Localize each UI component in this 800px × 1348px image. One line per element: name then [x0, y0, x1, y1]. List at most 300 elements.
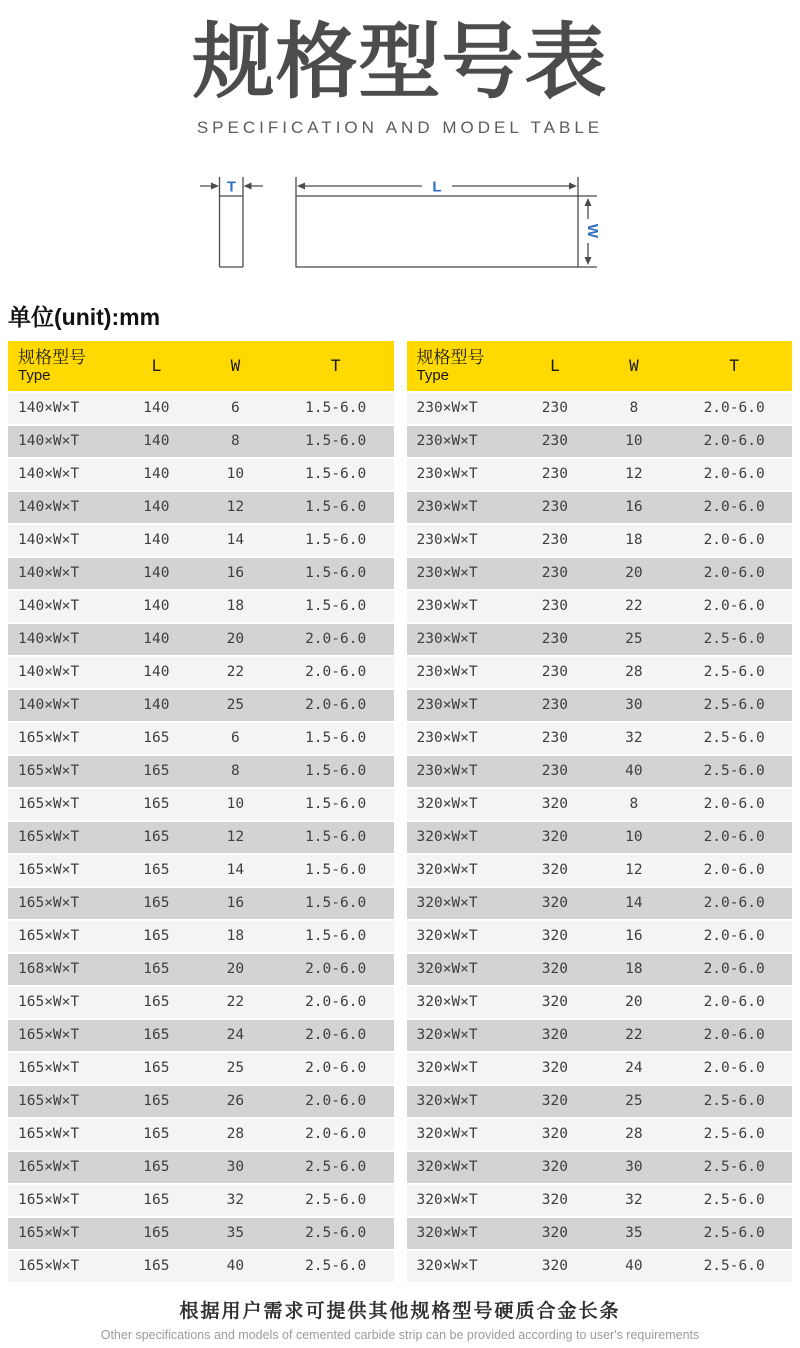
w-cell: 32 — [625, 730, 643, 747]
type-cell: 165×W×T — [18, 763, 80, 780]
l-cell: 165 — [143, 1027, 170, 1044]
w-cell: 40 — [226, 1258, 245, 1275]
t-cell: 2.0-6.0 — [703, 400, 765, 417]
table-row — [8, 1185, 394, 1216]
l-cell: 230 — [541, 433, 568, 450]
type-cell: 165×W×T — [18, 1027, 80, 1044]
w-cell: 20 — [226, 961, 245, 978]
length-dimension-label: L — [432, 178, 442, 196]
t-cell: 2.5-6.0 — [305, 1225, 367, 1242]
t-cell: 2.5-6.0 — [305, 1192, 367, 1209]
table-row — [407, 789, 793, 820]
table-row — [8, 888, 394, 919]
l-cell: 320 — [541, 1192, 568, 1209]
page-title: 规格型号表 — [192, 17, 608, 108]
w-cell: 8 — [629, 400, 639, 417]
type-cell: 165×W×T — [18, 1126, 80, 1143]
t-cell: 2.5-6.0 — [703, 730, 765, 747]
w-cell: 18 — [226, 598, 245, 615]
type-cell: 140×W×T — [18, 598, 80, 615]
t-cell: 2.5-6.0 — [305, 1159, 367, 1176]
table-row — [407, 756, 793, 787]
type-cell: 165×W×T — [18, 1060, 80, 1077]
l-cell: 165 — [143, 1093, 170, 1110]
t-cell: 2.0-6.0 — [703, 1060, 765, 1077]
type-cell: 320×W×T — [416, 796, 478, 813]
l-cell: 320 — [541, 1126, 568, 1143]
arrowhead-right-icon — [211, 182, 219, 189]
table-row — [8, 426, 394, 457]
table-row — [8, 1152, 394, 1183]
type-cell: 230×W×T — [416, 598, 478, 615]
type-cell: 320×W×T — [416, 1159, 478, 1176]
l-cell: 140 — [143, 697, 170, 714]
l-cell: 320 — [541, 895, 568, 912]
w-cell: 28 — [625, 1126, 643, 1143]
table-row — [8, 921, 394, 952]
table-row — [407, 723, 793, 754]
footer-note-cn: 根据用户需求可提供其他规格型号硬质合金长条 — [179, 1300, 621, 1322]
t-cell: 1.5-6.0 — [305, 433, 367, 450]
arrowhead-left-icon — [297, 182, 305, 189]
t-cell: 2.0-6.0 — [305, 1126, 367, 1143]
table-row — [407, 1152, 793, 1183]
w-cell: 22 — [625, 598, 643, 615]
w-cell: 18 — [625, 532, 643, 549]
type-cell: 165×W×T — [18, 895, 80, 912]
width-column-header: W — [629, 356, 639, 376]
type-cell: 320×W×T — [416, 862, 478, 879]
l-cell: 165 — [143, 961, 170, 978]
type-header-cn: 规格型号 — [18, 347, 86, 367]
l-cell: 320 — [541, 1060, 568, 1077]
table-row — [8, 393, 394, 424]
w-cell: 14 — [226, 532, 245, 549]
l-cell: 230 — [541, 598, 568, 615]
type-cell: 165×W×T — [18, 829, 80, 846]
l-cell: 230 — [541, 400, 568, 417]
table-row — [8, 558, 394, 589]
type-cell: 230×W×T — [416, 466, 478, 483]
t-cell: 2.0-6.0 — [305, 631, 367, 648]
w-cell: 10 — [226, 466, 245, 483]
type-cell: 165×W×T — [18, 730, 80, 747]
l-cell: 230 — [541, 499, 568, 516]
table-row — [8, 657, 394, 688]
table-header — [407, 341, 793, 391]
type-cell: 140×W×T — [18, 400, 80, 417]
table-row — [8, 624, 394, 655]
t-cell: 2.5-6.0 — [703, 1159, 765, 1176]
t-cell: 2.0-6.0 — [305, 1093, 367, 1110]
unit-label: 单位(unit):mm — [8, 303, 161, 330]
w-cell: 30 — [625, 1159, 643, 1176]
type-cell: 165×W×T — [18, 796, 80, 813]
t-cell: 1.5-6.0 — [305, 763, 367, 780]
table-row — [407, 855, 793, 886]
t-cell: 2.0-6.0 — [305, 961, 367, 978]
t-cell: 2.0-6.0 — [703, 565, 765, 582]
type-cell: 140×W×T — [18, 499, 80, 516]
dimension-diagram — [190, 162, 610, 287]
table-row — [8, 723, 394, 754]
l-cell: 140 — [143, 466, 170, 483]
t-cell: 1.5-6.0 — [305, 829, 367, 846]
type-cell: 230×W×T — [416, 664, 478, 681]
w-cell: 16 — [226, 565, 245, 582]
l-cell: 165 — [143, 862, 170, 879]
type-cell: 168×W×T — [18, 961, 80, 978]
t-cell: 2.5-6.0 — [703, 697, 765, 714]
arrowhead-down-icon — [585, 257, 592, 265]
t-cell: 2.5-6.0 — [703, 631, 765, 648]
arrowhead-right-icon — [569, 182, 577, 189]
w-cell: 18 — [625, 961, 643, 978]
table-row — [8, 1020, 394, 1051]
l-cell: 165 — [143, 796, 170, 813]
type-cell: 165×W×T — [18, 862, 80, 879]
w-cell: 10 — [625, 829, 643, 846]
w-cell: 8 — [231, 763, 240, 780]
strip-dimension-drawing — [190, 162, 610, 287]
table-row — [8, 789, 394, 820]
l-cell: 230 — [541, 565, 568, 582]
table-row — [407, 1251, 793, 1282]
type-cell: 230×W×T — [416, 697, 478, 714]
t-cell: 2.5-6.0 — [703, 1225, 765, 1242]
t-cell: 2.0-6.0 — [703, 895, 765, 912]
type-cell: 320×W×T — [416, 1126, 478, 1143]
type-cell: 320×W×T — [416, 1225, 478, 1242]
w-cell: 22 — [625, 1027, 643, 1044]
t-cell: 2.0-6.0 — [305, 994, 367, 1011]
table-row — [407, 591, 793, 622]
type-cell: 140×W×T — [18, 466, 80, 483]
type-cell: 140×W×T — [18, 433, 80, 450]
l-cell: 230 — [541, 466, 568, 483]
table-row — [407, 657, 793, 688]
l-cell: 165 — [143, 994, 170, 1011]
w-cell: 35 — [226, 1225, 245, 1242]
type-cell: 320×W×T — [416, 928, 478, 945]
type-header-en: Type — [18, 367, 51, 385]
l-cell: 140 — [143, 433, 170, 450]
type-cell: 230×W×T — [416, 631, 478, 648]
table-row — [8, 1251, 394, 1282]
w-cell: 12 — [625, 862, 643, 879]
l-cell: 165 — [143, 829, 170, 846]
w-cell: 28 — [625, 664, 643, 681]
w-cell: 12 — [226, 499, 245, 516]
l-cell: 320 — [541, 994, 568, 1011]
table-header — [8, 341, 394, 391]
t-cell: 2.0-6.0 — [703, 499, 765, 516]
table-row — [407, 459, 793, 490]
l-cell: 140 — [143, 400, 170, 417]
t-cell: 2.0-6.0 — [305, 1027, 367, 1044]
l-cell: 165 — [143, 1126, 170, 1143]
w-cell: 30 — [625, 697, 643, 714]
footer-note-en: Other specifications and models of cemented carbide strip can be provided according to user's requirements — [100, 1327, 700, 1342]
t-cell: 2.0-6.0 — [703, 928, 765, 945]
l-cell: 140 — [143, 565, 170, 582]
type-header-cn: 规格型号 — [416, 347, 485, 367]
type-cell: 230×W×T — [416, 565, 478, 582]
thickness-column-header: T — [330, 356, 341, 376]
l-cell: 320 — [541, 1225, 568, 1242]
l-cell: 165 — [143, 730, 170, 747]
t-cell: 2.0-6.0 — [703, 994, 765, 1011]
table-row — [407, 558, 793, 589]
length-column-header: L — [550, 356, 560, 376]
type-cell: 320×W×T — [416, 961, 478, 978]
t-cell: 1.5-6.0 — [305, 499, 367, 516]
t-cell: 2.0-6.0 — [703, 961, 765, 978]
t-cell: 1.5-6.0 — [305, 730, 367, 747]
type-cell: 320×W×T — [416, 1027, 478, 1044]
t-cell: 2.0-6.0 — [703, 796, 765, 813]
w-cell: 25 — [625, 1093, 643, 1110]
t-cell: 2.0-6.0 — [703, 532, 765, 549]
type-cell: 320×W×T — [416, 829, 478, 846]
type-header-en: Type — [416, 367, 450, 385]
w-cell: 8 — [231, 433, 240, 450]
width-column-header: W — [230, 356, 241, 376]
spec-table-right-body — [407, 393, 793, 1282]
table-row — [407, 393, 793, 424]
t-cell: 1.5-6.0 — [305, 598, 367, 615]
t-cell: 2.5-6.0 — [305, 1258, 367, 1275]
table-row — [8, 459, 394, 490]
type-column-header — [407, 348, 519, 385]
l-cell: 165 — [143, 1225, 170, 1242]
l-cell: 230 — [541, 664, 568, 681]
w-cell: 22 — [226, 664, 245, 681]
l-cell: 165 — [143, 1258, 170, 1275]
type-cell: 320×W×T — [416, 1060, 478, 1077]
table-row — [407, 987, 793, 1018]
table-row — [8, 525, 394, 556]
l-cell: 165 — [143, 1159, 170, 1176]
type-cell: 165×W×T — [18, 1192, 80, 1209]
thickness-column-header: T — [729, 356, 739, 376]
table-row — [407, 1020, 793, 1051]
type-cell: 165×W×T — [18, 1159, 80, 1176]
table-row — [407, 624, 793, 655]
type-cell: 165×W×T — [18, 994, 80, 1011]
table-row — [8, 690, 394, 721]
w-cell: 12 — [625, 466, 643, 483]
type-cell: 140×W×T — [18, 697, 80, 714]
w-cell: 26 — [226, 1093, 245, 1110]
arrowhead-up-icon — [585, 198, 592, 206]
l-cell: 320 — [541, 928, 568, 945]
type-cell: 230×W×T — [416, 499, 478, 516]
w-cell: 20 — [625, 565, 643, 582]
table-row — [8, 1119, 394, 1150]
t-cell: 2.5-6.0 — [703, 1126, 765, 1143]
w-cell: 14 — [226, 862, 245, 879]
width-dimension-label: W — [584, 223, 601, 238]
t-cell: 1.5-6.0 — [305, 895, 367, 912]
t-cell: 2.0-6.0 — [305, 664, 367, 681]
w-cell: 10 — [625, 433, 643, 450]
table-row — [407, 888, 793, 919]
table-row — [8, 954, 394, 985]
t-cell: 2.0-6.0 — [703, 862, 765, 879]
l-cell: 320 — [541, 829, 568, 846]
table-row — [8, 1053, 394, 1084]
l-cell: 320 — [541, 1258, 568, 1275]
t-cell: 2.5-6.0 — [703, 1258, 765, 1275]
t-cell: 1.5-6.0 — [305, 796, 367, 813]
type-cell: 230×W×T — [416, 730, 478, 747]
t-cell: 1.5-6.0 — [305, 466, 367, 483]
w-cell: 40 — [625, 1258, 643, 1275]
t-cell: 1.5-6.0 — [305, 400, 367, 417]
table-row — [8, 822, 394, 853]
t-cell: 2.5-6.0 — [703, 763, 765, 780]
w-cell: 24 — [625, 1060, 643, 1077]
w-cell: 20 — [226, 631, 245, 648]
type-cell: 140×W×T — [18, 565, 80, 582]
l-cell: 320 — [541, 796, 568, 813]
type-cell: 320×W×T — [416, 895, 478, 912]
t-cell: 2.0-6.0 — [703, 598, 765, 615]
w-cell: 18 — [226, 928, 245, 945]
table-row — [8, 1086, 394, 1117]
l-cell: 165 — [143, 895, 170, 912]
table-row — [407, 1218, 793, 1249]
table-row — [407, 525, 793, 556]
t-cell: 2.5-6.0 — [703, 664, 765, 681]
table-row — [8, 591, 394, 622]
table-row — [407, 1053, 793, 1084]
w-cell: 24 — [226, 1027, 245, 1044]
l-cell: 230 — [541, 730, 568, 747]
t-cell: 2.0-6.0 — [703, 829, 765, 846]
type-cell: 140×W×T — [18, 664, 80, 681]
l-cell: 320 — [541, 1159, 568, 1176]
page-subtitle: SPECIFICATION AND MODEL TABLE — [196, 117, 604, 137]
w-cell: 32 — [625, 1192, 643, 1209]
t-cell: 2.0-6.0 — [305, 697, 367, 714]
t-cell: 1.5-6.0 — [305, 928, 367, 945]
w-cell: 8 — [629, 796, 639, 813]
w-cell: 25 — [226, 697, 245, 714]
t-cell: 2.5-6.0 — [703, 1093, 765, 1110]
type-cell: 140×W×T — [18, 631, 80, 648]
table-row — [8, 756, 394, 787]
w-cell: 16 — [226, 895, 245, 912]
table-row — [407, 822, 793, 853]
type-cell: 230×W×T — [416, 532, 478, 549]
l-cell: 140 — [143, 631, 170, 648]
table-row — [407, 954, 793, 985]
w-cell: 16 — [625, 928, 643, 945]
type-cell: 165×W×T — [18, 928, 80, 945]
type-cell: 165×W×T — [18, 1093, 80, 1110]
l-cell: 140 — [143, 499, 170, 516]
table-row — [407, 1086, 793, 1117]
l-cell: 140 — [143, 598, 170, 615]
w-cell: 32 — [226, 1192, 245, 1209]
l-cell: 165 — [143, 1192, 170, 1209]
table-row — [8, 987, 394, 1018]
w-cell: 6 — [231, 400, 240, 417]
w-cell: 20 — [625, 994, 643, 1011]
l-cell: 165 — [143, 1060, 170, 1077]
type-cell: 165×W×T — [18, 1225, 80, 1242]
l-cell: 230 — [541, 697, 568, 714]
w-cell: 25 — [625, 631, 643, 648]
table-row — [407, 921, 793, 952]
table-row — [8, 855, 394, 886]
type-cell: 230×W×T — [416, 763, 478, 780]
type-cell: 165×W×T — [18, 1258, 80, 1275]
t-cell: 2.0-6.0 — [305, 1060, 367, 1077]
type-column-header — [8, 348, 120, 385]
l-cell: 320 — [541, 1027, 568, 1044]
w-cell: 30 — [226, 1159, 245, 1176]
w-cell: 25 — [226, 1060, 245, 1077]
t-cell: 2.5-6.0 — [703, 1192, 765, 1209]
spec-tables — [0, 341, 800, 1282]
table-row — [8, 492, 394, 523]
type-cell: 230×W×T — [416, 433, 478, 450]
t-cell: 2.0-6.0 — [703, 1027, 765, 1044]
l-cell: 230 — [541, 532, 568, 549]
w-cell: 6 — [231, 730, 240, 747]
t-cell: 2.0-6.0 — [703, 433, 765, 450]
w-cell: 35 — [625, 1225, 643, 1242]
type-cell: 320×W×T — [416, 994, 478, 1011]
w-cell: 40 — [625, 763, 643, 780]
table-row — [407, 690, 793, 721]
spec-table-left-body — [8, 393, 394, 1282]
arrowhead-left-icon — [244, 182, 252, 189]
table-row — [407, 1185, 793, 1216]
t-cell: 2.0-6.0 — [703, 466, 765, 483]
l-cell: 230 — [541, 631, 568, 648]
table-row — [8, 1218, 394, 1249]
table-row — [407, 426, 793, 457]
type-cell: 320×W×T — [416, 1192, 478, 1209]
l-cell: 320 — [541, 1093, 568, 1110]
t-cell: 1.5-6.0 — [305, 532, 367, 549]
l-cell: 320 — [541, 862, 568, 879]
w-cell: 22 — [226, 994, 245, 1011]
spec-table-left — [8, 341, 394, 1282]
l-cell: 165 — [143, 763, 170, 780]
table-row — [407, 1119, 793, 1150]
t-cell: 1.5-6.0 — [305, 862, 367, 879]
w-cell: 28 — [226, 1126, 245, 1143]
l-cell: 165 — [143, 928, 170, 945]
spec-table-right — [407, 341, 793, 1282]
w-cell: 12 — [226, 829, 245, 846]
table-row — [407, 492, 793, 523]
thickness-dimension-label: T — [226, 178, 237, 196]
l-cell: 230 — [541, 763, 568, 780]
w-cell: 16 — [625, 499, 643, 516]
type-cell: 140×W×T — [18, 532, 80, 549]
l-cell: 140 — [143, 532, 170, 549]
w-cell: 10 — [226, 796, 245, 813]
title-block — [0, 0, 800, 138]
w-cell: 14 — [625, 895, 643, 912]
type-cell: 320×W×T — [416, 1258, 478, 1275]
